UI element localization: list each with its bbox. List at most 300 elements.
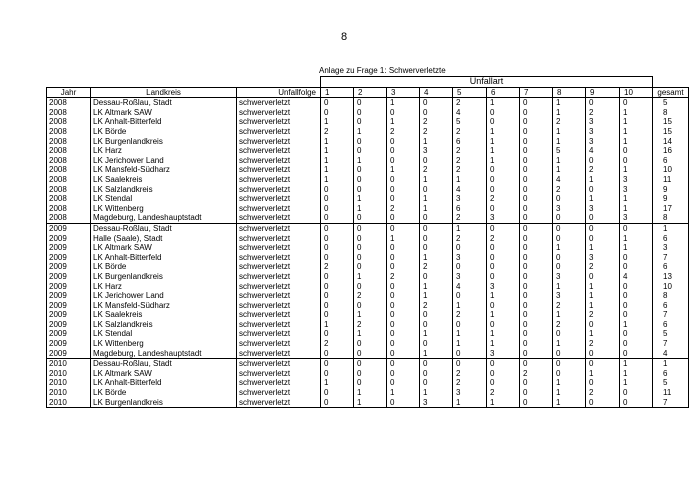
col-header-unfallfolge: Unfallfolge	[237, 87, 321, 98]
cell-jahr: 2009	[47, 253, 91, 263]
cell-value: 0	[520, 137, 553, 147]
cell-value: 0	[354, 146, 387, 156]
cell-value: 0	[520, 359, 553, 369]
cell-value: 0	[354, 281, 387, 291]
cell-unfallfolge: schwerverletzt	[237, 262, 321, 272]
cell-value: 0	[520, 262, 553, 272]
cell-unfallfolge: schwerverletzt	[237, 223, 321, 233]
cell-value: 0	[487, 378, 520, 388]
cell-value: 3	[453, 194, 487, 204]
cell-value: 0	[321, 108, 354, 118]
cell-value: 2	[420, 165, 453, 175]
cell-value: 4	[586, 146, 620, 156]
cell-gesamt: 6	[653, 156, 689, 166]
cell-value: 0	[321, 398, 354, 408]
cell-jahr: 2009	[47, 262, 91, 272]
cell-landkreis: LK Jerichower Land	[91, 291, 237, 301]
table-row	[47, 388, 689, 398]
cell-gesamt: 11	[653, 388, 689, 398]
cell-value: 2	[321, 339, 354, 349]
cell-landkreis: LK Harz	[91, 146, 237, 156]
cell-jahr: 2008	[47, 98, 91, 108]
cell-value: 1	[321, 137, 354, 147]
cell-value: 1	[354, 204, 387, 214]
cell-value: 0	[354, 223, 387, 233]
col-header-1: 1	[321, 87, 354, 98]
cell-value: 0	[420, 98, 453, 108]
cell-value: 0	[520, 223, 553, 233]
cell-value: 0	[620, 339, 653, 349]
table-row	[47, 301, 689, 311]
cell-value: 0	[453, 359, 487, 369]
cell-value: 2	[420, 262, 453, 272]
cell-gesamt: 7	[653, 339, 689, 349]
cell-value: 2	[321, 127, 354, 137]
cell-value: 1	[586, 175, 620, 185]
cell-value: 1	[453, 301, 487, 311]
cell-value: 4	[453, 108, 487, 118]
cell-jahr: 2009	[47, 243, 91, 253]
cell-value: 0	[354, 98, 387, 108]
cell-value: 3	[620, 185, 653, 195]
cell-value: 0	[420, 339, 453, 349]
cell-value: 0	[620, 253, 653, 263]
cell-value: 0	[387, 369, 420, 379]
cell-value: 2	[453, 156, 487, 166]
cell-value: 1	[420, 329, 453, 339]
cell-value: 2	[586, 310, 620, 320]
col-header-landkreis: Landkreis	[91, 87, 237, 98]
cell-unfallfolge: schwerverletzt	[237, 156, 321, 166]
cell-gesamt: 6	[653, 301, 689, 311]
cell-value: 0	[620, 310, 653, 320]
cell-value: 1	[553, 137, 586, 147]
cell-value: 2	[487, 194, 520, 204]
cell-value: 0	[387, 329, 420, 339]
cell-value: 0	[620, 262, 653, 272]
cell-value: 1	[553, 281, 586, 291]
cell-value: 0	[520, 398, 553, 408]
cell-value: 4	[453, 281, 487, 291]
cell-value: 1	[553, 378, 586, 388]
cell-value: 1	[620, 359, 653, 369]
table-row	[47, 378, 689, 388]
cell-jahr: 2009	[47, 281, 91, 291]
cell-gesamt: 6	[653, 234, 689, 244]
cell-unfallfolge: schwerverletzt	[237, 349, 321, 359]
cell-value: 2	[520, 369, 553, 379]
cell-value: 1	[553, 156, 586, 166]
cell-value: 1	[553, 388, 586, 398]
cell-value: 0	[420, 272, 453, 282]
cell-value: 0	[620, 281, 653, 291]
cell-value: 5	[453, 117, 487, 127]
cell-unfallfolge: schwerverletzt	[237, 291, 321, 301]
cell-value: 0	[420, 378, 453, 388]
cell-value: 0	[354, 349, 387, 359]
cell-value: 1	[321, 175, 354, 185]
cell-jahr: 2008	[47, 185, 91, 195]
cell-unfallfolge: schwerverletzt	[237, 204, 321, 214]
cell-jahr: 2008	[47, 117, 91, 127]
cell-value: 0	[420, 213, 453, 223]
cell-value: 0	[321, 369, 354, 379]
cell-value: 0	[620, 349, 653, 359]
cell-value: 0	[487, 117, 520, 127]
cell-unfallfolge: schwerverletzt	[237, 272, 321, 282]
cell-value: 0	[620, 291, 653, 301]
cell-value: 0	[354, 185, 387, 195]
cell-unfallfolge: schwerverletzt	[237, 165, 321, 175]
cell-value: 0	[387, 175, 420, 185]
cell-value: 0	[321, 359, 354, 369]
cell-value: 2	[453, 146, 487, 156]
cell-unfallfolge: schwerverletzt	[237, 301, 321, 311]
cell-jahr: 2008	[47, 156, 91, 166]
cell-value: 1	[553, 243, 586, 253]
col-header-6: 6	[487, 87, 520, 98]
cell-landkreis: LK Jerichower Land	[91, 156, 237, 166]
cell-value: 0	[586, 98, 620, 108]
cell-value: 0	[586, 156, 620, 166]
cell-value: 2	[453, 165, 487, 175]
cell-gesamt: 13	[653, 272, 689, 282]
cell-value: 0	[620, 388, 653, 398]
table-row	[47, 291, 689, 301]
cell-value: 0	[487, 243, 520, 253]
cell-value: 0	[520, 108, 553, 118]
cell-value: 0	[387, 378, 420, 388]
cell-value: 0	[354, 243, 387, 253]
cell-value: 5	[553, 146, 586, 156]
cell-value: 0	[586, 359, 620, 369]
cell-unfallfolge: schwerverletzt	[237, 98, 321, 108]
cell-value: 1	[321, 117, 354, 127]
cell-value: 0	[520, 213, 553, 223]
cell-jahr: 2009	[47, 339, 91, 349]
cell-value: 0	[321, 98, 354, 108]
group-header-unfallart: Unfallart	[321, 77, 653, 88]
cell-value: 1	[553, 339, 586, 349]
col-header-jahr: Jahr	[47, 87, 91, 98]
cell-value: 2	[321, 262, 354, 272]
cell-value: 0	[520, 349, 553, 359]
table-row	[47, 320, 689, 330]
cell-value: 3	[487, 349, 520, 359]
cell-landkreis: LK Altmark SAW	[91, 108, 237, 118]
table-row	[47, 117, 689, 127]
cell-value: 2	[453, 127, 487, 137]
cell-value: 1	[620, 194, 653, 204]
cell-value: 0	[620, 398, 653, 408]
cell-unfallfolge: schwerverletzt	[237, 388, 321, 398]
cell-value: 3	[553, 272, 586, 282]
cell-unfallfolge: schwerverletzt	[237, 369, 321, 379]
cell-value: 0	[321, 310, 354, 320]
cell-value: 3	[586, 137, 620, 147]
table-row	[47, 204, 689, 214]
cell-value: 1	[354, 156, 387, 166]
cell-value: 0	[553, 359, 586, 369]
cell-value: 2	[453, 234, 487, 244]
cell-value: 4	[553, 175, 586, 185]
cell-value: 0	[553, 194, 586, 204]
cell-unfallfolge: schwerverletzt	[237, 117, 321, 127]
col-header-9: 9	[586, 87, 620, 98]
cell-value: 0	[354, 369, 387, 379]
cell-value: 6	[453, 204, 487, 214]
cell-value: 0	[321, 291, 354, 301]
cell-value: 0	[321, 234, 354, 244]
cell-value: 0	[487, 204, 520, 214]
cell-value: 1	[487, 339, 520, 349]
cell-value: 0	[453, 349, 487, 359]
page-number: 8	[340, 31, 348, 43]
cell-value: 0	[354, 137, 387, 147]
cell-value: 1	[387, 234, 420, 244]
cell-value: 0	[520, 281, 553, 291]
cell-value: 1	[586, 369, 620, 379]
cell-value: 0	[420, 223, 453, 233]
cell-value: 0	[420, 243, 453, 253]
cell-jahr: 2010	[47, 369, 91, 379]
cell-unfallfolge: schwerverletzt	[237, 281, 321, 291]
table-row	[47, 98, 689, 108]
cell-gesamt: 5	[653, 378, 689, 388]
col-header-10: 10	[620, 87, 653, 98]
cell-value: 4	[620, 272, 653, 282]
cell-value: 0	[620, 156, 653, 166]
cell-value: 1	[487, 291, 520, 301]
cell-value: 1	[321, 378, 354, 388]
cell-value: 1	[387, 98, 420, 108]
cell-value: 0	[387, 194, 420, 204]
cell-value: 0	[321, 301, 354, 311]
cell-jahr: 2009	[47, 272, 91, 282]
cell-gesamt: 11	[653, 175, 689, 185]
cell-value: 2	[453, 98, 487, 108]
cell-unfallfolge: schwerverletzt	[237, 359, 321, 369]
cell-gesamt: 5	[653, 329, 689, 339]
cell-value: 1	[620, 165, 653, 175]
cell-value: 1	[487, 137, 520, 147]
cell-value: 1	[321, 146, 354, 156]
cell-value: 0	[387, 291, 420, 301]
cell-gesamt: 1	[653, 359, 689, 369]
cell-value: 0	[520, 291, 553, 301]
cell-value: 3	[420, 146, 453, 156]
cell-value: 0	[453, 243, 487, 253]
cell-unfallfolge: schwerverletzt	[237, 339, 321, 349]
cell-value: 0	[321, 388, 354, 398]
cell-landkreis: Dessau-Roßlau, Stadt	[91, 98, 237, 108]
cell-value: 3	[586, 117, 620, 127]
table-row	[47, 165, 689, 175]
cell-value: 2	[586, 388, 620, 398]
table-row	[47, 175, 689, 185]
cell-value: 0	[387, 310, 420, 320]
cell-value: 0	[420, 359, 453, 369]
cell-value: 0	[420, 369, 453, 379]
cell-value: 0	[586, 398, 620, 408]
table-row	[47, 349, 689, 359]
cell-value: 0	[354, 378, 387, 388]
cell-landkreis: Halle (Saale), Stadt	[91, 234, 237, 244]
cell-value: 0	[321, 253, 354, 263]
cell-gesamt: 6	[653, 320, 689, 330]
cell-gesamt: 9	[653, 194, 689, 204]
table-row	[47, 329, 689, 339]
cell-value: 0	[620, 329, 653, 339]
cell-value: 0	[620, 301, 653, 311]
cell-value: 0	[520, 194, 553, 204]
cell-value: 0	[553, 223, 586, 233]
cell-landkreis: Magdeburg, Landeshauptstadt	[91, 213, 237, 223]
cell-value: 0	[420, 320, 453, 330]
cell-value: 1	[553, 108, 586, 118]
cell-value: 2	[586, 108, 620, 118]
cell-unfallfolge: schwerverletzt	[237, 378, 321, 388]
cell-value: 0	[321, 213, 354, 223]
cell-landkreis: LK Stendal	[91, 194, 237, 204]
table-row	[47, 339, 689, 349]
cell-landkreis: LK Altmark SAW	[91, 369, 237, 379]
cell-value: 0	[487, 253, 520, 263]
cell-value: 1	[553, 165, 586, 175]
cell-value: 1	[620, 137, 653, 147]
cell-value: 1	[586, 194, 620, 204]
cell-value: 3	[586, 204, 620, 214]
cell-value: 0	[553, 349, 586, 359]
table-row	[47, 194, 689, 204]
cell-value: 0	[487, 369, 520, 379]
cell-value: 2	[553, 301, 586, 311]
cell-value: 2	[586, 339, 620, 349]
cell-jahr: 2009	[47, 329, 91, 339]
cell-value: 1	[420, 175, 453, 185]
cell-value: 0	[321, 329, 354, 339]
cell-value: 6	[453, 137, 487, 147]
cell-value: 2	[387, 127, 420, 137]
cell-value: 1	[453, 175, 487, 185]
cell-gesamt: 14	[653, 137, 689, 147]
cell-value: 0	[387, 301, 420, 311]
cell-value: 0	[520, 204, 553, 214]
cell-value: 0	[321, 281, 354, 291]
cell-value: 1	[620, 108, 653, 118]
cell-value: 2	[487, 388, 520, 398]
cell-value: 0	[387, 243, 420, 253]
cell-value: 3	[553, 204, 586, 214]
cell-value: 3	[453, 388, 487, 398]
table-row	[47, 223, 689, 233]
table-row	[47, 243, 689, 253]
cell-value: 3	[453, 253, 487, 263]
cell-value: 0	[420, 234, 453, 244]
cell-unfallfolge: schwerverletzt	[237, 253, 321, 263]
cell-value: 0	[387, 320, 420, 330]
cell-gesamt: 9	[653, 185, 689, 195]
cell-value: 1	[620, 320, 653, 330]
cell-value: 1	[453, 339, 487, 349]
cell-value: 1	[487, 310, 520, 320]
cell-value: 0	[520, 127, 553, 137]
table-caption: Anlage zu Frage 1: Schwerverletzte	[319, 66, 446, 75]
cell-value: 0	[586, 272, 620, 282]
cell-value: 2	[553, 320, 586, 330]
cell-value: 1	[586, 329, 620, 339]
cell-value: 1	[321, 320, 354, 330]
cell-gesamt: 7	[653, 253, 689, 263]
cell-value: 3	[487, 281, 520, 291]
cell-value: 1	[387, 388, 420, 398]
cell-value: 1	[620, 204, 653, 214]
cell-value: 0	[453, 320, 487, 330]
cell-jahr: 2009	[47, 234, 91, 244]
cell-value: 0	[321, 194, 354, 204]
cell-value: 2	[453, 213, 487, 223]
cell-value: 3	[620, 175, 653, 185]
cell-value: 1	[420, 204, 453, 214]
cell-value: 0	[520, 310, 553, 320]
cell-jahr: 2010	[47, 398, 91, 408]
cell-gesamt: 15	[653, 127, 689, 137]
cell-value: 1	[620, 378, 653, 388]
cell-value: 0	[520, 301, 553, 311]
table-row	[47, 281, 689, 291]
cell-value: 1	[354, 127, 387, 137]
cell-value: 1	[354, 194, 387, 204]
cell-value: 2	[487, 234, 520, 244]
table-row	[47, 234, 689, 244]
cell-unfallfolge: schwerverletzt	[237, 243, 321, 253]
cell-value: 1	[354, 398, 387, 408]
cell-value: 2	[420, 117, 453, 127]
cell-value: 0	[387, 146, 420, 156]
cell-jahr: 2008	[47, 175, 91, 185]
cell-value: 4	[453, 185, 487, 195]
cell-value: 0	[487, 108, 520, 118]
table-body	[47, 98, 689, 408]
cell-value: 2	[553, 117, 586, 127]
cell-jahr: 2009	[47, 301, 91, 311]
cell-value: 1	[354, 329, 387, 339]
cell-value: 0	[321, 185, 354, 195]
cell-value: 0	[620, 223, 653, 233]
cell-value: 1	[487, 156, 520, 166]
cell-value: 2	[586, 262, 620, 272]
cell-value: 2	[420, 301, 453, 311]
table-row	[47, 185, 689, 195]
cell-value: 3	[487, 213, 520, 223]
cell-value: 3	[420, 398, 453, 408]
cell-value: 0	[354, 262, 387, 272]
cell-value: 0	[586, 349, 620, 359]
cell-value: 0	[387, 281, 420, 291]
cell-jahr: 2009	[47, 349, 91, 359]
cell-jahr: 2008	[47, 137, 91, 147]
cell-value: 0	[520, 388, 553, 398]
table-row	[47, 253, 689, 263]
cell-landkreis: LK Anhalt-Bitterfeld	[91, 117, 237, 127]
cell-value: 1	[553, 98, 586, 108]
table-row	[47, 272, 689, 282]
cell-jahr: 2009	[47, 320, 91, 330]
cell-value: 1	[487, 329, 520, 339]
table-row	[47, 108, 689, 118]
cell-landkreis: LK Saalekreis	[91, 175, 237, 185]
cell-landkreis: LK Burgenlandkreis	[91, 137, 237, 147]
